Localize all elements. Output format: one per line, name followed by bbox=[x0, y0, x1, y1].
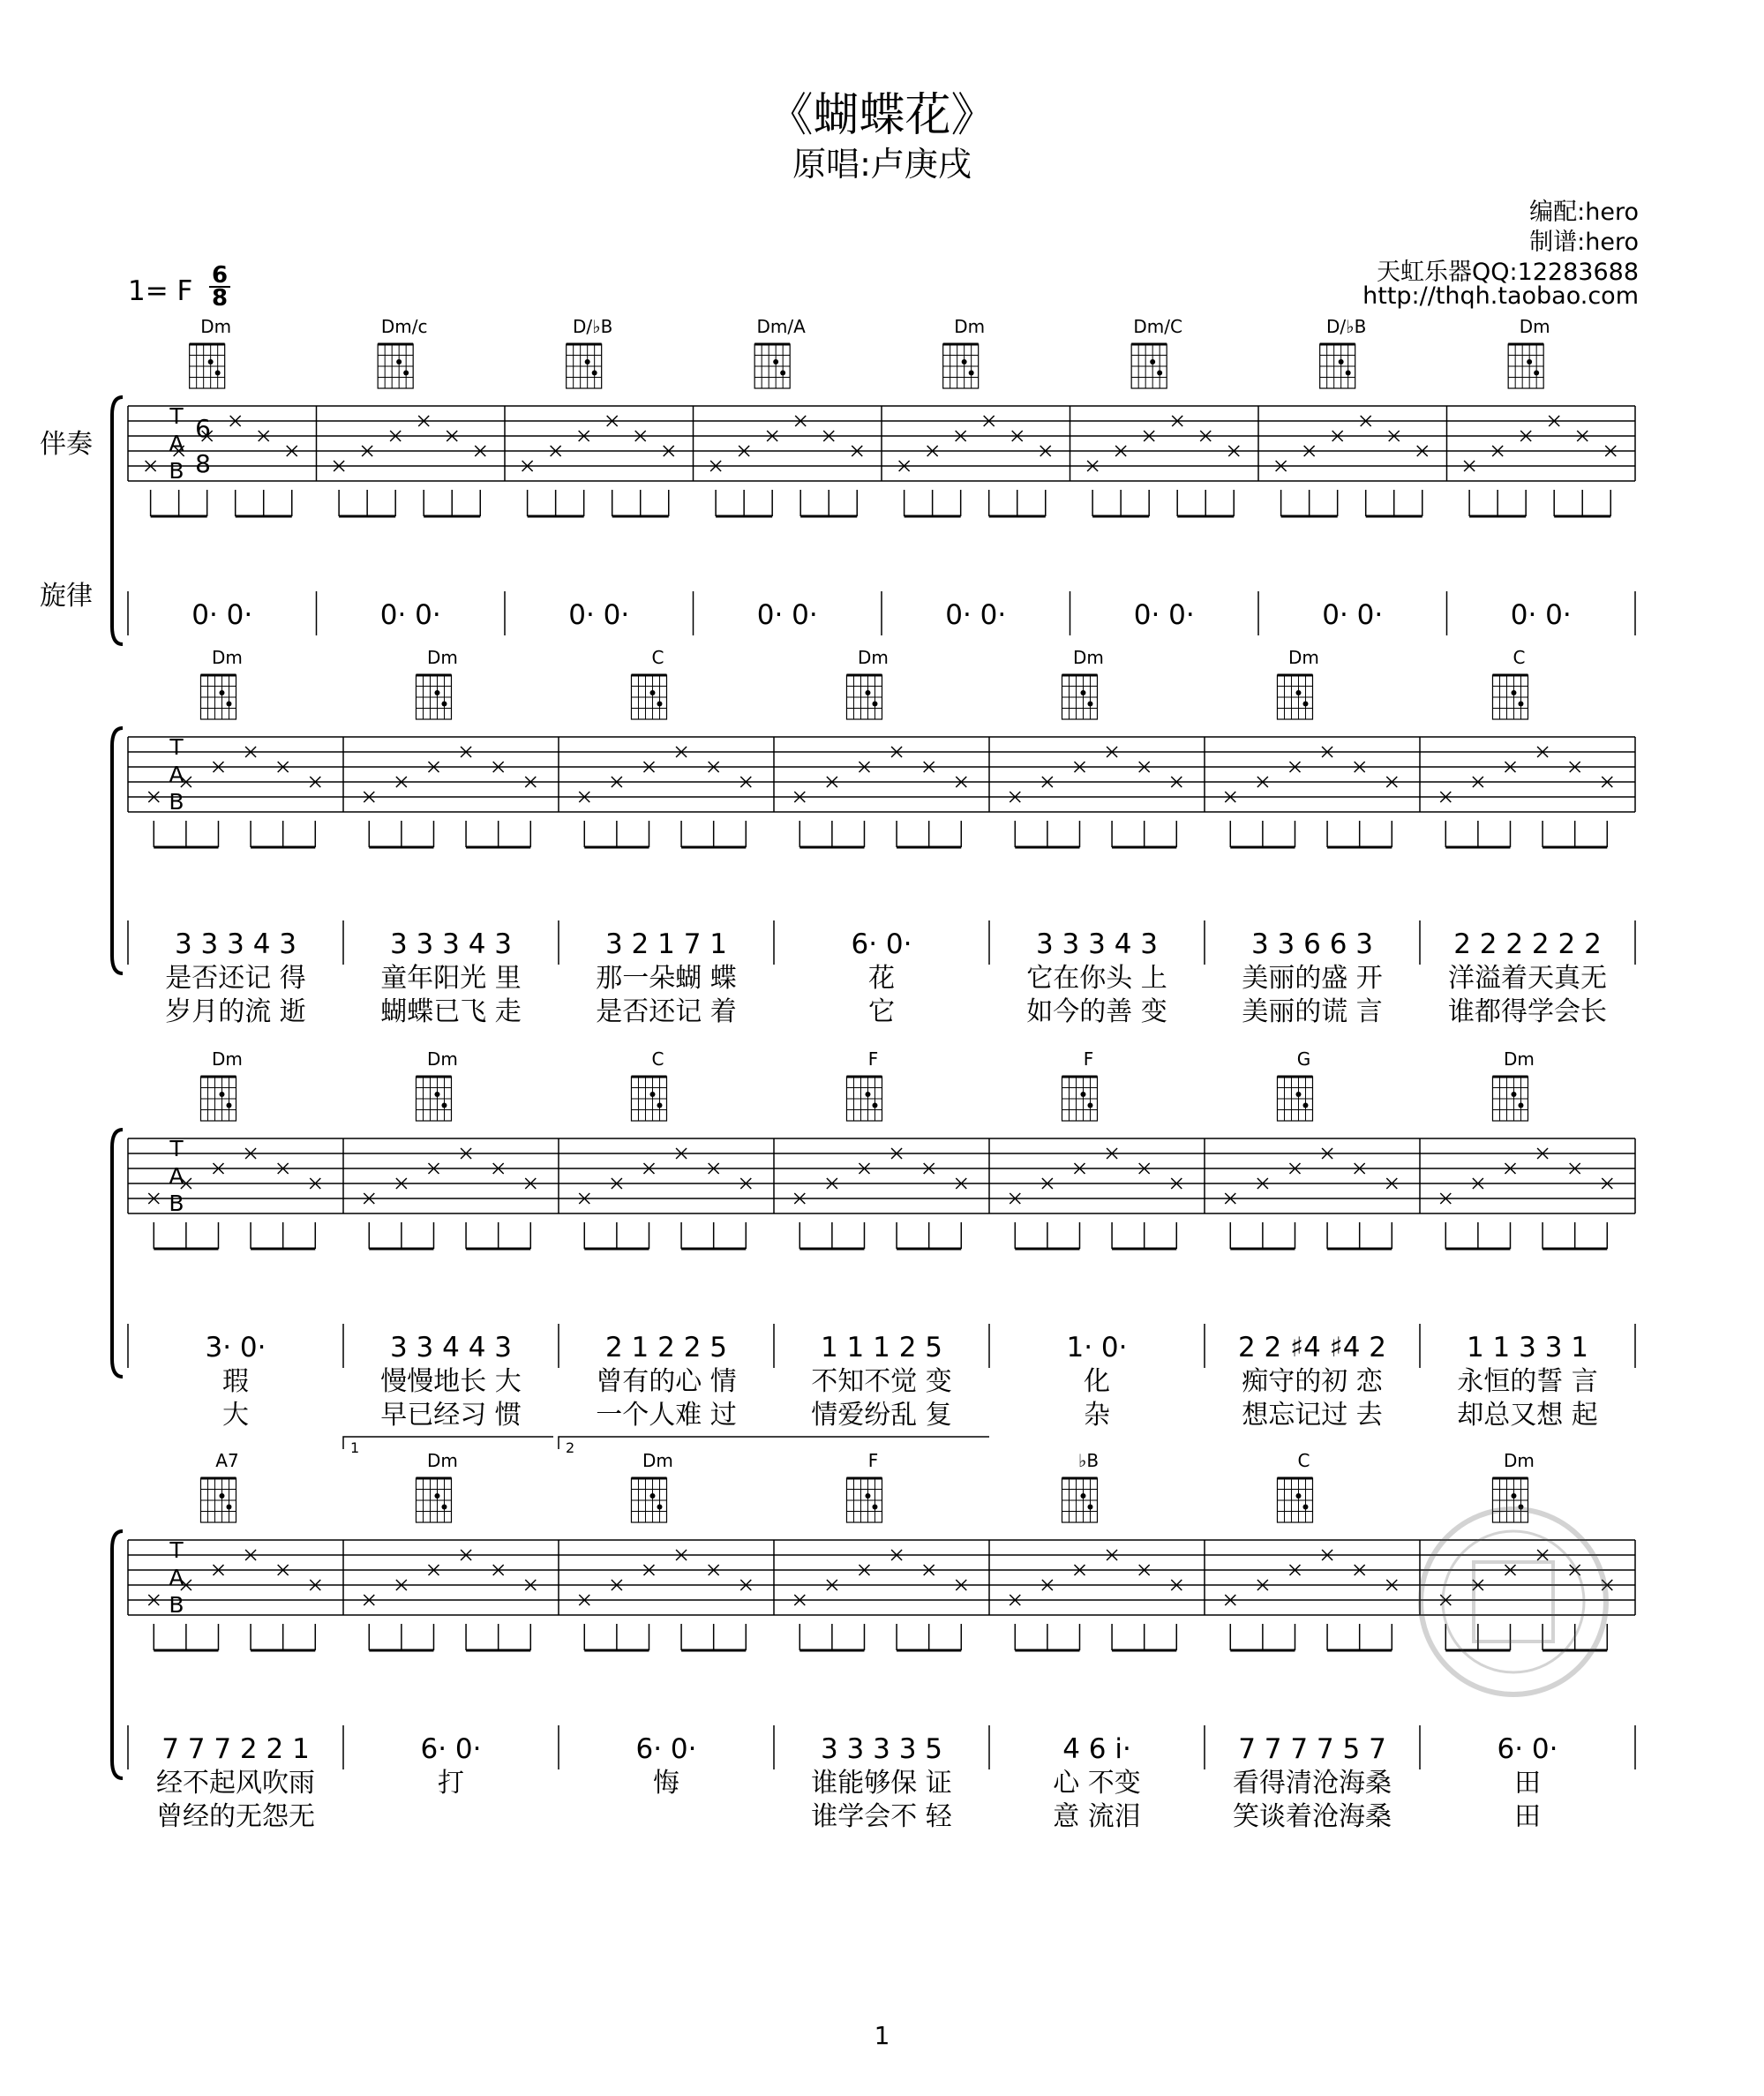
chord-name: C bbox=[651, 647, 664, 668]
melody-numbers: 0· 0· bbox=[1133, 599, 1195, 631]
chord-name: C bbox=[1297, 1450, 1310, 1471]
melody-numbers: 3 3 4 4 3 bbox=[389, 1332, 513, 1364]
chord-finger-dot bbox=[226, 702, 231, 707]
lyric-verse-1: 童年阳光 里 bbox=[380, 963, 522, 994]
chord-finger-dot bbox=[396, 359, 402, 364]
melody-numbers: 0· 0· bbox=[1322, 599, 1384, 631]
tab-clef-letter: B bbox=[169, 458, 184, 484]
lyric-verse-1: 痴守的初 恋 bbox=[1242, 1366, 1383, 1397]
chord-finger-dot bbox=[434, 690, 439, 695]
lyric-verse-1: 是否还记 得 bbox=[165, 963, 306, 994]
lyric-verse-2: 早已经习 惯 bbox=[380, 1400, 522, 1431]
track-label-melody: 旋律 bbox=[40, 581, 93, 612]
lyric-verse-1: 悔 bbox=[653, 1768, 679, 1799]
tab-clef-letter: B bbox=[169, 1592, 184, 1618]
volta-label-2: 2 bbox=[566, 1439, 575, 1456]
lyric-verse-1: 谁能够保 证 bbox=[811, 1768, 952, 1799]
chord-name: F bbox=[867, 1450, 879, 1471]
tab-clef-letter: T bbox=[169, 403, 184, 429]
track-label-accompaniment: 伴奏 bbox=[40, 429, 93, 460]
chord-finger-dot bbox=[1511, 1493, 1516, 1499]
lyric-verse-1: 心 不变 bbox=[1053, 1768, 1141, 1799]
melody-numbers: 3 3 3 4 3 bbox=[1035, 928, 1159, 960]
chord-name: Dm bbox=[200, 316, 232, 337]
volta-bracket-1 bbox=[343, 1437, 553, 1449]
chord-finger-dot bbox=[1087, 1103, 1092, 1108]
tab-time-bottom: 8 bbox=[195, 449, 211, 478]
melody-numbers: 2 1 2 2 5 bbox=[604, 1332, 728, 1364]
chord-name: Dm bbox=[1519, 316, 1550, 337]
chord-finger-dot bbox=[780, 371, 785, 376]
melody-numbers: 3 3 3 3 5 bbox=[820, 1733, 943, 1765]
chord-finger-dot bbox=[441, 702, 447, 707]
chord-name: C bbox=[1513, 647, 1526, 668]
system-bracket bbox=[112, 1531, 123, 1778]
shop-stamp-watermark bbox=[1412, 1500, 1615, 1703]
melody-numbers: 7 7 7 7 5 7 bbox=[1238, 1733, 1386, 1765]
lyric-verse-2: 如今的善 变 bbox=[1026, 996, 1167, 1027]
chord-finger-dot bbox=[1295, 1092, 1301, 1097]
lyric-verse-2: 是否还记 着 bbox=[596, 996, 737, 1027]
tab-time-top: 6 bbox=[195, 414, 211, 443]
lyric-verse-1: 曾有的心 情 bbox=[596, 1366, 737, 1397]
chord-finger-dot bbox=[1527, 359, 1532, 364]
arranger-credit: 编配:hero bbox=[1529, 199, 1639, 226]
song-title: 《蝴蝶花》 bbox=[767, 89, 997, 142]
melody-numbers: 2 2 ♯4 ♯4 2 bbox=[1237, 1332, 1387, 1364]
melody-numbers: 0· 0· bbox=[1510, 599, 1572, 631]
shop-url: http://thqh.taobao.com bbox=[1362, 282, 1639, 310]
chord-name: Dm bbox=[1504, 1450, 1535, 1471]
chord-finger-dot bbox=[1346, 371, 1351, 376]
melody-numbers: 3 2 1 7 1 bbox=[604, 928, 728, 960]
melody-numbers: 0· 0· bbox=[379, 599, 441, 631]
melody-numbers: 0· 0· bbox=[945, 599, 1007, 631]
chord-finger-dot bbox=[592, 371, 597, 376]
chord-finger-dot bbox=[441, 1103, 447, 1108]
chord-name: F bbox=[867, 1048, 879, 1070]
lyric-verse-2: 一个人难 过 bbox=[596, 1400, 737, 1431]
chord-finger-dot bbox=[434, 1092, 439, 1097]
melody-numbers: 6· 0· bbox=[635, 1733, 697, 1765]
chord-finger-dot bbox=[403, 371, 409, 376]
shop-qq: 天虹乐器QQ:12283688 bbox=[1376, 259, 1639, 286]
tab-clef-letter: A bbox=[169, 762, 184, 787]
lyric-verse-1: 田 bbox=[1514, 1768, 1541, 1799]
lyric-verse-1: 化 bbox=[1084, 1366, 1110, 1397]
lyric-verse-2: 想忘记过 去 bbox=[1242, 1400, 1383, 1431]
lyric-verse-1: 经不起风吹雨 bbox=[156, 1768, 315, 1799]
chord-finger-dot bbox=[872, 702, 877, 707]
chord-finger-dot bbox=[1339, 359, 1344, 364]
chord-finger-dot bbox=[226, 1505, 231, 1510]
time-top: 6 bbox=[211, 262, 229, 289]
chord-finger-dot bbox=[219, 690, 224, 695]
chord-finger-dot bbox=[1087, 1505, 1092, 1510]
melody-numbers: 3· 0· bbox=[205, 1332, 266, 1364]
system-bracket bbox=[112, 728, 123, 973]
chord-finger-dot bbox=[441, 1505, 447, 1510]
lyric-verse-1: 那一朵蝴 蝶 bbox=[596, 963, 737, 994]
lyric-verse-2: 杂 bbox=[1084, 1400, 1110, 1431]
lyric-verse-2: 美丽的谎 言 bbox=[1242, 996, 1383, 1027]
chord-finger-dot bbox=[649, 1493, 655, 1499]
chord-finger-dot bbox=[215, 371, 221, 376]
lyric-verse-1: 美丽的盛 开 bbox=[1242, 963, 1383, 994]
tab-clef-letter: A bbox=[169, 1565, 184, 1590]
tab-clef-letter: T bbox=[169, 1136, 184, 1161]
chord-finger-dot bbox=[649, 1092, 655, 1097]
lyric-verse-1: 花 bbox=[868, 963, 895, 994]
chord-name: Dm bbox=[427, 1048, 458, 1070]
chord-finger-dot bbox=[657, 1505, 662, 1510]
chord-finger-dot bbox=[1080, 690, 1085, 695]
chord-finger-dot bbox=[585, 359, 590, 364]
chord-finger-dot bbox=[872, 1103, 877, 1108]
lyric-verse-1: 打 bbox=[438, 1768, 464, 1799]
chord-name: Dm bbox=[1073, 647, 1104, 668]
chord-finger-dot bbox=[1295, 1493, 1301, 1499]
chord-finger-dot bbox=[872, 1505, 877, 1510]
page-number: 1 bbox=[874, 2021, 890, 2050]
melody-numbers: 0· 0· bbox=[568, 599, 630, 631]
chord-finger-dot bbox=[657, 1103, 662, 1108]
chord-name: C bbox=[651, 1048, 664, 1070]
key-signature: 1= F bbox=[128, 275, 193, 307]
chord-finger-dot bbox=[1518, 1103, 1523, 1108]
chord-finger-dot bbox=[219, 1493, 224, 1499]
chord-finger-dot bbox=[1302, 1505, 1308, 1510]
chord-finger-dot bbox=[1080, 1092, 1085, 1097]
tab-clef-letter: A bbox=[169, 1163, 184, 1189]
lyric-verse-1: 慢慢地长 大 bbox=[380, 1366, 522, 1397]
system-bracket bbox=[112, 1130, 123, 1377]
melody-numbers: 1 1 1 2 5 bbox=[820, 1332, 943, 1364]
lyric-verse-2: 曾经的无怨无 bbox=[156, 1801, 315, 1832]
melody-numbers: 2 2 2 2 2 2 bbox=[1453, 928, 1602, 960]
melody-numbers: 0· 0· bbox=[191, 599, 253, 631]
melody-numbers: 6· 0· bbox=[1497, 1733, 1558, 1765]
transcriber-credit: 制谱:hero bbox=[1529, 229, 1639, 256]
chord-finger-dot bbox=[1518, 702, 1523, 707]
chord-name: Dm bbox=[858, 647, 889, 668]
tab-clef-letter: B bbox=[169, 789, 184, 815]
time-bottom: 8 bbox=[209, 286, 230, 309]
chord-finger-dot bbox=[434, 1493, 439, 1499]
chord-finger-dot bbox=[657, 702, 662, 707]
chord-name: G bbox=[1296, 1048, 1311, 1070]
lyric-verse-1: 不知不觉 变 bbox=[811, 1366, 952, 1397]
melody-numbers: 6· 0· bbox=[851, 928, 912, 960]
chord-name: F bbox=[1083, 1048, 1094, 1070]
chord-name: Dm bbox=[212, 1048, 243, 1070]
chord-name: Dm/A bbox=[756, 316, 806, 337]
melody-numbers: 7 7 7 2 2 1 bbox=[161, 1733, 310, 1765]
chord-finger-dot bbox=[1080, 1493, 1085, 1499]
lyric-verse-2: 意 流泪 bbox=[1053, 1801, 1141, 1832]
chord-finger-dot bbox=[1511, 1092, 1516, 1097]
lyric-verse-2: 笑谈着沧海桑 bbox=[1233, 1801, 1392, 1832]
chord-finger-dot bbox=[865, 1092, 870, 1097]
chord-finger-dot bbox=[865, 1493, 870, 1499]
chord-finger-dot bbox=[1302, 702, 1308, 707]
melody-numbers: 6· 0· bbox=[420, 1733, 482, 1765]
system-bracket bbox=[112, 397, 123, 644]
tab-clef-letter: T bbox=[169, 1537, 184, 1563]
original-singer: 原唱:卢庚戌 bbox=[792, 145, 972, 184]
chord-finger-dot bbox=[1157, 371, 1162, 376]
lyric-verse-2: 情爱纷乱 复 bbox=[811, 1400, 952, 1431]
lyric-verse-2: 却总又想 起 bbox=[1457, 1400, 1598, 1431]
melody-numbers: 4 6 i· bbox=[1062, 1733, 1131, 1765]
volta-bracket-2 bbox=[559, 1437, 989, 1449]
chord-name: Dm bbox=[642, 1450, 673, 1471]
chord-name: Dm bbox=[212, 647, 243, 668]
lyric-verse-1: 瑕 bbox=[222, 1366, 249, 1397]
chord-name: Dm bbox=[954, 316, 986, 337]
volta-label-1: 1 bbox=[350, 1439, 360, 1456]
lyric-verse-2: 它 bbox=[868, 996, 895, 1027]
tab-clef-letter: T bbox=[169, 734, 184, 760]
chord-name: D/♭B bbox=[573, 316, 613, 337]
chord-name: ♭B bbox=[1077, 1450, 1100, 1471]
melody-numbers: 0· 0· bbox=[756, 599, 818, 631]
melody-numbers: 3 3 3 4 3 bbox=[174, 928, 297, 960]
chord-finger-dot bbox=[1511, 690, 1516, 695]
chord-name: Dm/c bbox=[380, 316, 428, 337]
chord-name: Dm bbox=[1504, 1048, 1535, 1070]
melody-numbers: 1· 0· bbox=[1066, 1332, 1128, 1364]
chord-finger-dot bbox=[1534, 371, 1539, 376]
chord-finger-dot bbox=[1302, 1103, 1308, 1108]
lyric-verse-2: 岁月的流 逝 bbox=[165, 996, 306, 1027]
lyric-verse-1: 永恒的誓 言 bbox=[1457, 1366, 1598, 1397]
chord-name: D/♭B bbox=[1326, 316, 1367, 337]
lyric-verse-1: 洋溢着天真无 bbox=[1448, 963, 1607, 994]
melody-numbers: 1 1 3 3 1 bbox=[1466, 1332, 1589, 1364]
lyric-verse-2: 大 bbox=[222, 1400, 249, 1431]
chord-finger-dot bbox=[962, 359, 967, 364]
melody-numbers: 3 3 3 4 3 bbox=[389, 928, 513, 960]
chord-finger-dot bbox=[208, 359, 214, 364]
chord-name: Dm bbox=[427, 1450, 458, 1471]
chord-finger-dot bbox=[969, 371, 974, 376]
lyric-verse-2: 谁都得学会长 bbox=[1448, 996, 1607, 1027]
lyric-verse-1: 看得清沧海桑 bbox=[1233, 1768, 1392, 1799]
chord-name: Dm/C bbox=[1133, 316, 1182, 337]
chord-name: Dm bbox=[1288, 647, 1319, 668]
lyric-verse-2: 蝴蝶已飞 走 bbox=[380, 996, 522, 1027]
lyric-verse-2: 谁学会不 轻 bbox=[811, 1801, 952, 1832]
chord-finger-dot bbox=[649, 690, 655, 695]
tab-clef-letter: B bbox=[169, 1191, 184, 1216]
chord-finger-dot bbox=[226, 1103, 231, 1108]
chord-finger-dot bbox=[1150, 359, 1155, 364]
chord-finger-dot bbox=[1087, 702, 1092, 707]
chord-finger-dot bbox=[219, 1092, 224, 1097]
lyric-verse-1: 它在你头 上 bbox=[1026, 963, 1167, 994]
chord-finger-dot bbox=[773, 359, 778, 364]
tab-clef-letter: A bbox=[169, 431, 184, 456]
chord-name: A7 bbox=[215, 1450, 239, 1471]
chord-finger-dot bbox=[865, 690, 870, 695]
chord-name: Dm bbox=[427, 647, 458, 668]
chord-finger-dot bbox=[1295, 690, 1301, 695]
melody-numbers: 3 3 6 6 3 bbox=[1250, 928, 1374, 960]
lyric-verse-2: 田 bbox=[1514, 1801, 1541, 1832]
